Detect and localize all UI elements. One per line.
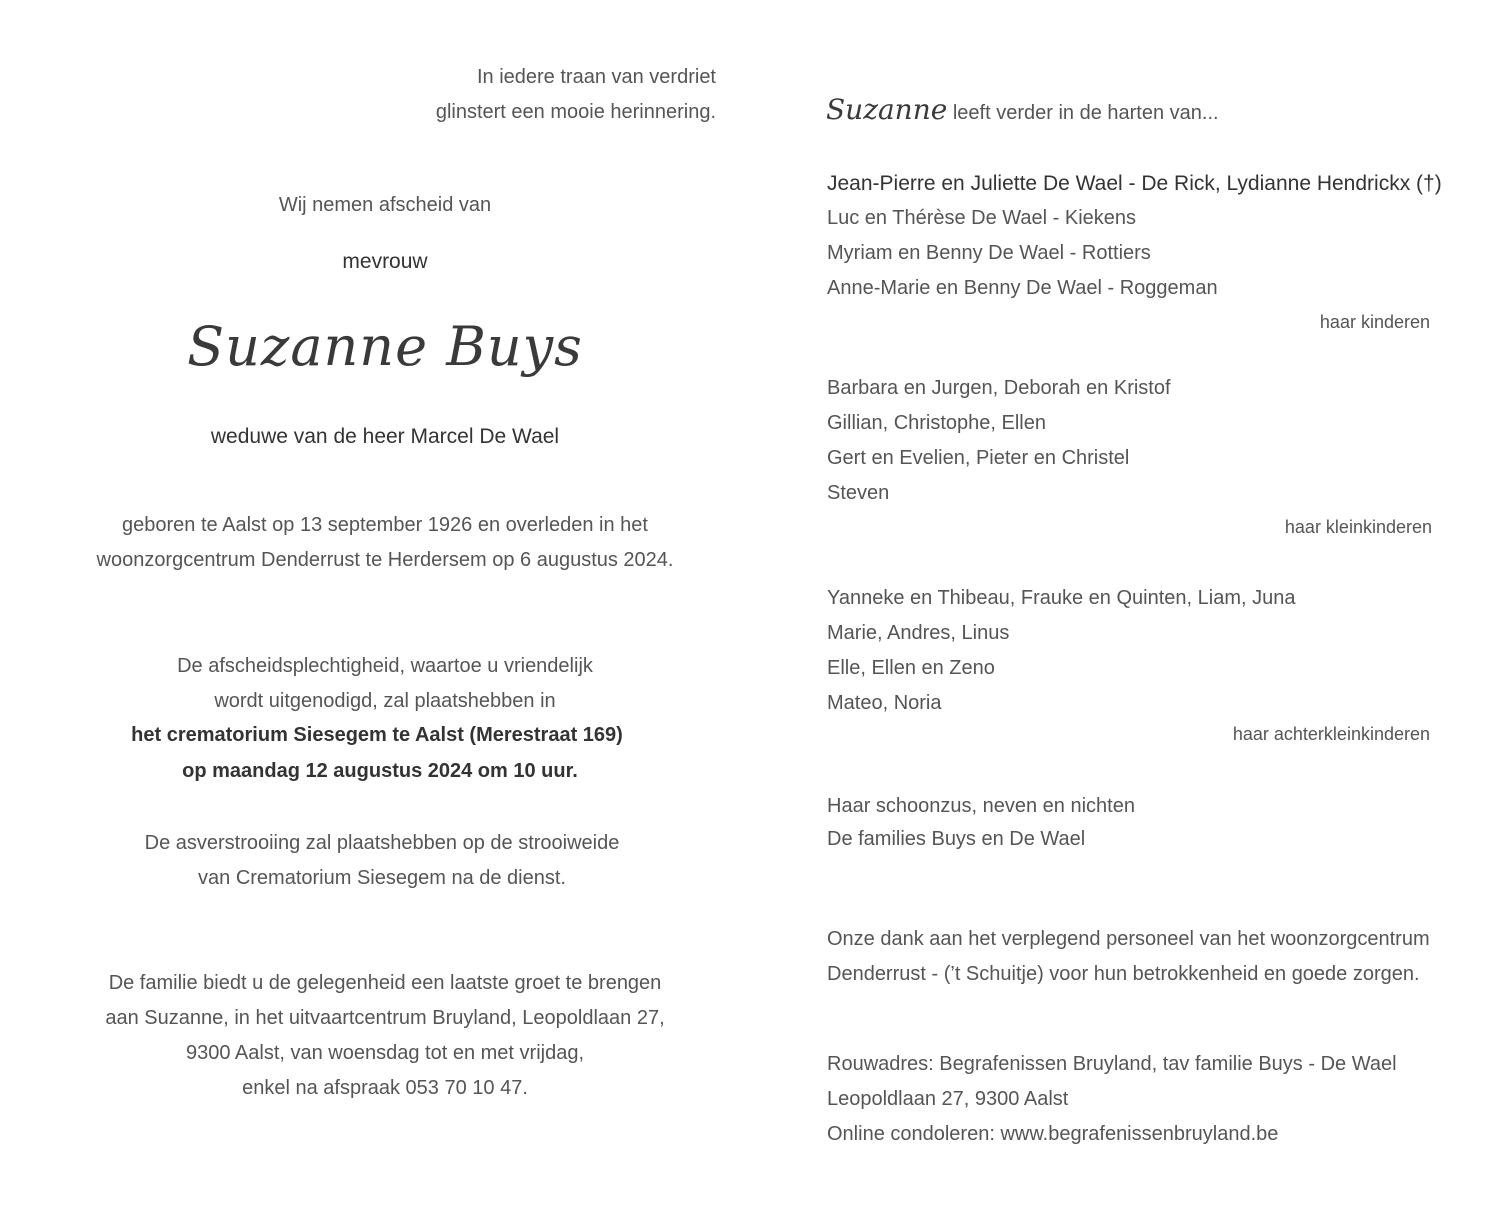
address-block — [827, 1047, 1397, 1152]
list-item: De families Buys en De Wael — [827, 828, 1086, 850]
address-line: Rouwadres: Begrafenissen Bruyland, tav familie Buys - De Wael — [827, 1053, 1397, 1075]
list-item: Mateo, Noria — [827, 692, 942, 714]
list-item: Elle, Ellen en Zeno — [827, 657, 995, 679]
great-grandchildren-list — [827, 581, 1295, 721]
farewell-intro: Wij nemen afscheid van — [278, 194, 492, 216]
scattering-line: van Crematorium Siesegem na de dienst. — [198, 867, 566, 889]
list-item: Barbara en Jurgen, Deborah en Kristof — [827, 377, 1171, 399]
thanks-line: Denderrust - (’t Schuitje) voor hun betrokkenheid en goede zorgen. — [827, 963, 1420, 985]
ceremony-intro-line: wordt uitgenodigd, zal plaatshebben in — [214, 690, 556, 712]
grandchildren-label: haar kleinkinderen — [1284, 517, 1432, 537]
address-line: Leopoldlaan 27, 9300 Aalst — [827, 1088, 1069, 1110]
deceased-name: Suzanne Buys — [187, 315, 583, 378]
list-item: Yanneke en Thibeau, Frauke en Quinten, Liam, Juna — [827, 587, 1296, 609]
birth-death-line: geboren te Aalst op 13 september 1926 en overleden in het — [122, 514, 648, 536]
list-item: Luc en Thérèse De Wael - Kiekens — [827, 207, 1137, 229]
birth-death — [35, 508, 735, 578]
visitation-line: aan Suzanne, in het uitvaartcentrum Bruyland, Leopoldlaan 27, — [105, 1007, 665, 1029]
list-item: Marie, Andres, Linus — [827, 622, 1010, 644]
list-item: Gillian, Christophe, Ellen — [827, 412, 1046, 434]
list-item: Myriam en Benny De Wael - Rottiers — [827, 242, 1151, 264]
ceremony-intro — [85, 649, 685, 719]
list-item: Jean-Pierre en Juliette De Wael - De Rick, Lydianne Hendrickx (†) — [827, 172, 1442, 195]
list-item: Gert en Evelien, Pieter en Christel — [827, 447, 1130, 469]
honorific: mevrouw — [342, 250, 428, 273]
quote — [436, 60, 716, 130]
thanks-line: Onze dank aan het verplegend personeel van het woonzorgcentrum — [827, 928, 1430, 950]
great-grandchildren-label: haar achterkleinkinderen — [1232, 724, 1430, 744]
children-label: haar kinderen — [1319, 312, 1430, 332]
scattering-line: De asverstrooiing zal plaatshebben op de strooiweide — [144, 832, 620, 854]
visitation-line: De familie biedt u de gelegenheid een laatste groet te brengen — [108, 972, 662, 994]
thanks — [827, 922, 1430, 992]
scattering — [82, 826, 682, 896]
ceremony-date: op maandag 12 augustus 2024 om 10 uur. — [182, 760, 578, 782]
address-line: Online condoleren: www.begrafenissenbruyland.be — [827, 1123, 1279, 1145]
lives-on-heading — [826, 93, 1219, 126]
quote-line: glinstert een mooie herinnering. — [435, 101, 716, 123]
list-item: Anne-Marie en Benny De Wael - Roggeman — [827, 277, 1218, 299]
ceremony-intro-line: De afscheidsplechtigheid, waartoe u vriendelijk — [177, 655, 593, 677]
visitation-line: enkel na afspraak 053 70 10 47. — [242, 1077, 528, 1099]
other-family — [827, 790, 1135, 856]
widow-line: weduwe van de heer Marcel De Wael — [210, 425, 560, 448]
lives-on-text: leeft verder in de harten van... — [952, 102, 1219, 124]
list-item: Steven — [827, 482, 890, 504]
visitation — [35, 966, 735, 1106]
lives-on-name: Suzanne — [826, 93, 948, 126]
birth-death-line: woonzorgcentrum Denderrust te Herdersem op 6 augustus 2024. — [96, 549, 674, 571]
grandchildren-list — [827, 371, 1171, 511]
visitation-line: 9300 Aalst, van woensdag tot en met vrijdag, — [185, 1042, 585, 1064]
list-item: Haar schoonzus, neven en nichten — [827, 795, 1135, 817]
ceremony-location: het crematorium Siesegem te Aalst (Merestraat 169) — [131, 724, 623, 746]
children-list — [827, 166, 1442, 306]
quote-line: In iedere traan van verdriet — [476, 66, 716, 88]
